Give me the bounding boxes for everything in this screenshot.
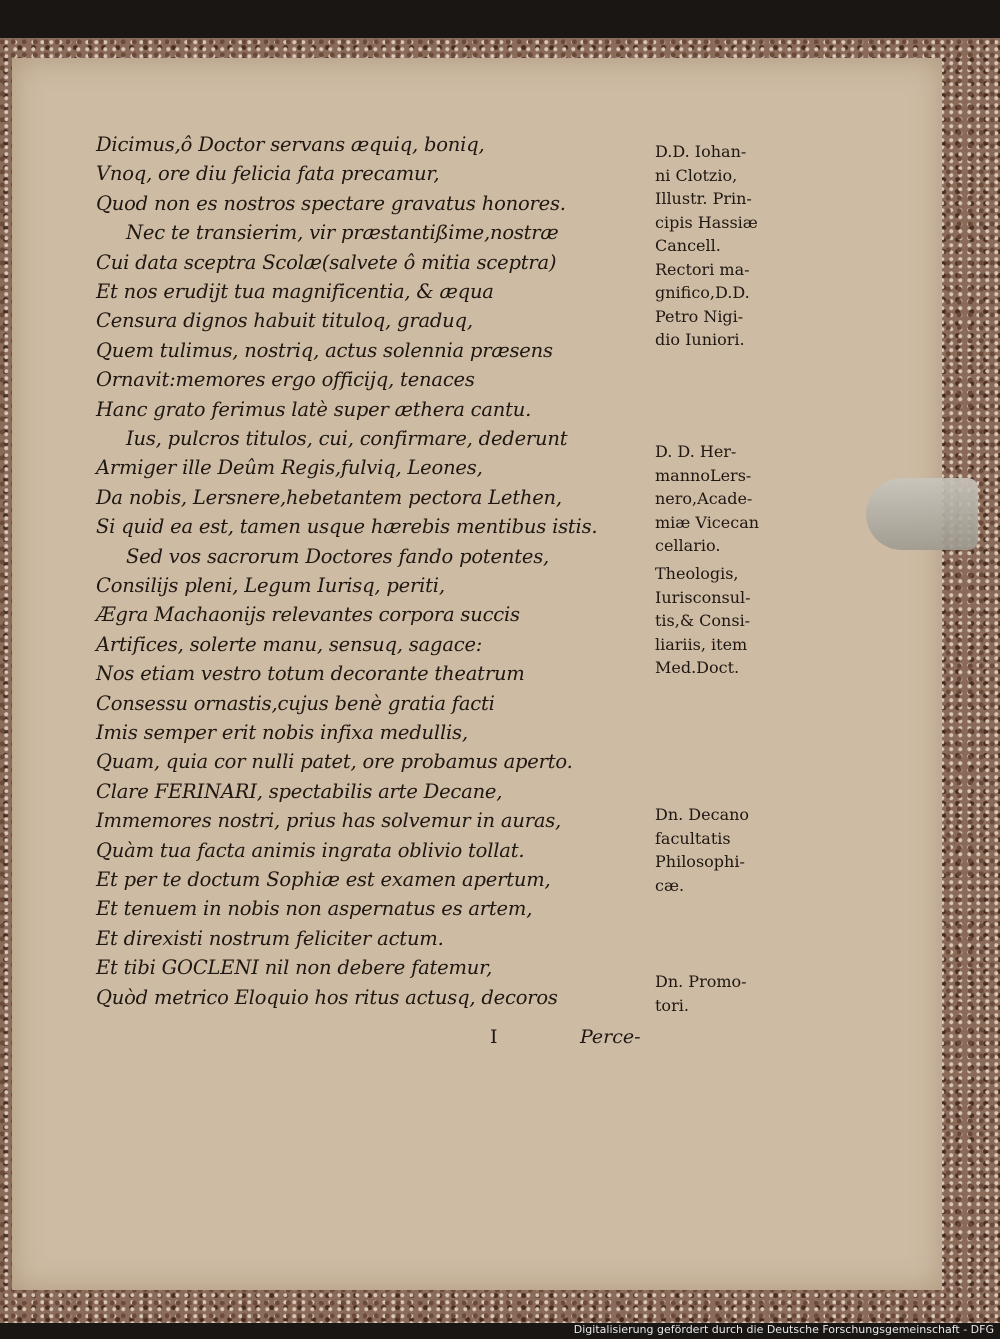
verse-line: Ægra Machaonijs relevantes corpora succis xyxy=(96,603,520,627)
verse-line: Quod non es nostros spectare gravatus honores. xyxy=(96,191,566,215)
margin-note-rector xyxy=(655,140,795,352)
verse-line: Et tibi GOCLENI nil non debere fatemur, xyxy=(96,956,493,980)
margin-note-line: tis,& Consi- xyxy=(655,611,751,630)
verse-line: Et per te doctum Sophiæ est examen apertum, xyxy=(96,868,551,891)
margin-note-promoter xyxy=(655,970,795,1017)
margin-note-line: ni Clotzio, xyxy=(655,165,738,185)
margin-note-line: cipis Hassiæ xyxy=(655,212,758,232)
verse-line: Immemores nostri, prius has solvemur in auras, xyxy=(96,809,562,833)
verse-line: Quam, quia cor nulli patet, ore probamus aperto. xyxy=(96,750,573,774)
margin-note-line: gnifico,D.D. xyxy=(655,283,750,302)
margin-note-line: Theologis, xyxy=(655,564,739,583)
verse-line: Quem tulimus, nostriq, actus solennia præsens xyxy=(96,338,553,362)
verse-line: Ornavit:memores ergo officijq, tenaces xyxy=(96,368,475,392)
margin-note-line: D. D. Her- xyxy=(655,442,737,461)
verse-line: Hanc grato ferimus latè super æthera cantu. xyxy=(96,397,532,421)
margin-note-line: Dn. Decano xyxy=(655,805,750,824)
margin-note-line: miæ Vicecan xyxy=(655,512,760,532)
margin-note-line: tori. xyxy=(655,995,689,1015)
verse-line: Censura dignos habuit tituloq, graduq, xyxy=(96,309,473,333)
margin-note-line: cæ. xyxy=(655,875,685,895)
margin-note-dean xyxy=(655,803,795,897)
margin-note-line: Iurisconsul- xyxy=(655,587,751,607)
verse-line: Clare FERINARI, spectabilis arte Decane, xyxy=(96,779,503,803)
margin-note-line: liariis, item xyxy=(655,634,748,654)
digitization-credit: Digitalisierung gefördert durch die Deutsche Forschungsgemeinschaft - DFG xyxy=(573,1323,994,1336)
verse-line: Da nobis, Lersnere,hebetantem pectora Lethen, xyxy=(96,485,562,509)
verse-line: Quàm tua facta animis ingrata oblivio tollat. xyxy=(96,838,525,862)
margin-note-line: facultatis xyxy=(655,828,731,848)
margin-note-line: Dn. Promo- xyxy=(655,972,747,991)
margin-note-line: mannoLers- xyxy=(655,465,752,485)
verse-line: Si quid ea est, tamen usque hærebis mentibus istis. xyxy=(96,515,598,539)
verse-line: Ius, pulcros titulos, cui, confirmare, dederunt xyxy=(126,427,568,450)
verse-line: Nos etiam vestro totum decorante theatrum xyxy=(96,662,525,686)
signature-mark: I xyxy=(490,1026,498,1048)
verse-line: Cui data sceptra Scolæ(salvete ô mitia sceptra) xyxy=(96,250,557,274)
margin-note-line: Med.Doct. xyxy=(655,658,740,677)
margin-note-line: nero,Acade- xyxy=(655,489,753,508)
margin-note-line: dio Iuniori. xyxy=(655,330,745,349)
margin-note-line: Rectori ma- xyxy=(655,259,750,279)
catchword: Perce- xyxy=(580,1026,641,1048)
verse-line: Artifices, solerte manu, sensuq, sagace: xyxy=(96,632,483,656)
margin-note-line: Petro Nigi- xyxy=(655,306,744,326)
verse-line: Et nos erudijt tua magnificentia, & æqua xyxy=(96,280,494,303)
verse-line: Dicimus,ô Doctor servans æquiq, boniq, xyxy=(96,133,485,156)
verse-line: Imis semper erit nobis infixa medullis, xyxy=(96,721,468,744)
margin-note-vicechancellor xyxy=(655,440,795,558)
margin-note-line: Cancell. xyxy=(655,236,721,255)
verse-line: Et tenuem in nobis non aspernatus es artem, xyxy=(96,897,533,921)
margin-note-line: cellario. xyxy=(655,536,721,555)
margin-note-line: Illustr. Prin- xyxy=(655,189,752,208)
margin-note-line: Philosophi- xyxy=(655,852,745,871)
verse-line: Et direxisti nostrum feliciter actum. xyxy=(96,926,444,950)
verse-line: Armiger ille Deûm Regis,fulviq, Leones, xyxy=(96,456,483,480)
verse-line: Consessu ornastis,cujus benè gratia facti xyxy=(96,691,495,715)
margin-note-faculties xyxy=(655,562,795,680)
paper-clip xyxy=(866,478,978,550)
margin-note-line: D.D. Iohan- xyxy=(655,142,747,161)
verse-line: Consilijs pleni, Legum Iurisq, periti, xyxy=(96,574,445,597)
verse-line: Nec te transierim, vir præstantißime,nostræ xyxy=(126,221,559,245)
verse-line: Quòd metrico Eloquio hos ritus actusq, decoros xyxy=(96,985,558,1009)
verse-line: Vnoq, ore diu felicia fata precamur, xyxy=(96,162,440,186)
verse-line: Sed vos sacrorum Doctores fando potentes, xyxy=(126,544,550,568)
